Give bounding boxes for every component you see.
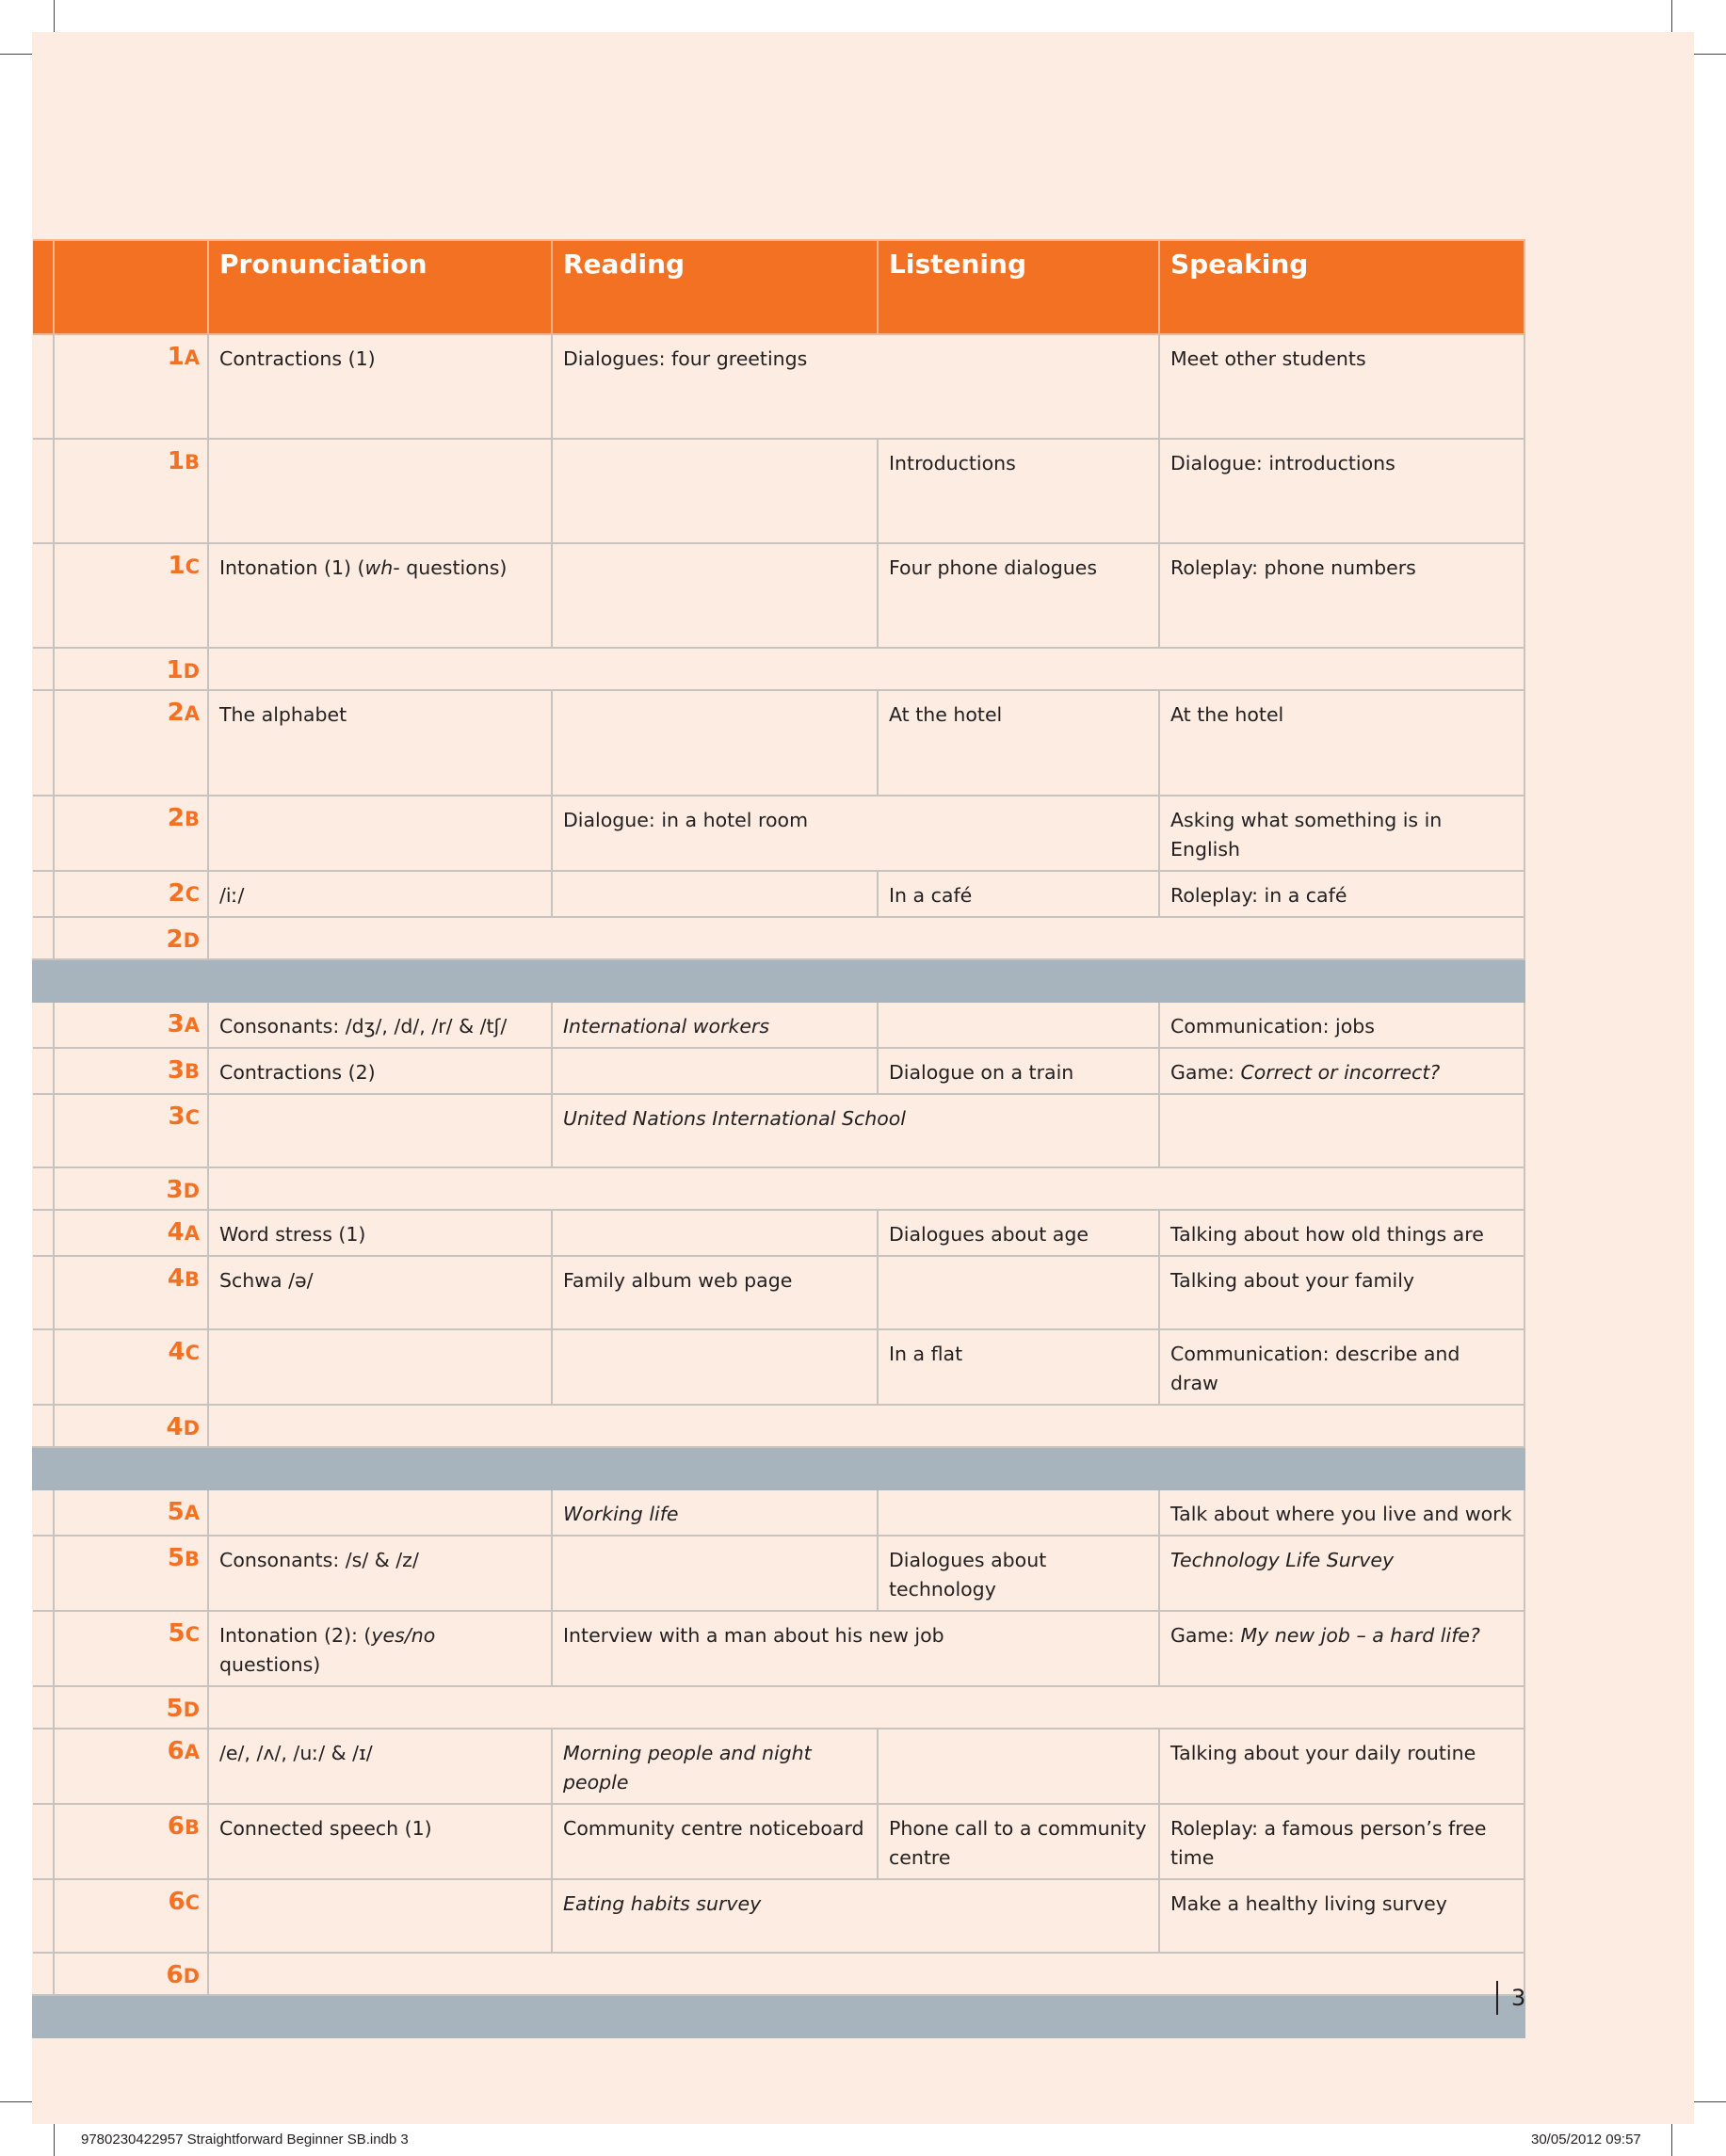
listening-cell: At the hotel (878, 690, 1159, 796)
table-row (33, 796, 1524, 871)
crop-mark (1694, 2101, 1726, 2102)
speaking-cell: Game: My new job – a hard life? (1159, 1611, 1524, 1686)
speaking-cell: Technology Life Survey (1159, 1536, 1524, 1611)
table-row (33, 1879, 1524, 1953)
table-row (33, 648, 1524, 690)
unit-code: 5B (54, 1536, 208, 1611)
pronunciation-cell: Consonants: /s/ & /z/ (208, 1536, 552, 1611)
pronunciation-cell: Word stress (1) (208, 1210, 552, 1256)
pronunciation-cell: Consonants: /dʒ/, /d/, /r/ & /tʃ/ (208, 1002, 552, 1048)
crop-mark (0, 2101, 32, 2102)
listening-cell (878, 1489, 1159, 1536)
pronunciation-cell: /e/, /ʌ/, /uː/ & /ɪ/ (208, 1729, 552, 1804)
crop-mark (1694, 54, 1726, 55)
unit-code: 3D (54, 1167, 208, 1210)
unit-code: 6B (54, 1804, 208, 1879)
header-listening: Listening (878, 240, 1159, 334)
listening-cell: Introductions (878, 439, 1159, 543)
reading-cell (552, 1536, 878, 1611)
header-edge (33, 240, 54, 334)
reading-cell: Working life (552, 1489, 878, 1536)
reading-cell: International workers (552, 1002, 878, 1048)
pronunciation-cell (208, 796, 552, 871)
listening-cell (878, 1002, 1159, 1048)
unit-code: 1D (54, 648, 208, 690)
table-row (33, 1489, 1524, 1536)
pronunciation-cell: Intonation (1) (wh- questions) (208, 543, 552, 648)
speaking-cell: Communication: describe and draw (1159, 1329, 1524, 1405)
reading-listening-cell: Dialogues: four greetings (552, 334, 1159, 439)
unit-code: 4A (54, 1210, 208, 1256)
table-row (33, 1210, 1524, 1256)
reading-cell (552, 690, 878, 796)
unit-code: 6D (54, 1953, 208, 1995)
pronunciation-cell: Intonation (2): (yes/no questions) (208, 1611, 552, 1686)
speaking-cell: Asking what something is in English (1159, 796, 1524, 871)
header-unit (54, 240, 208, 334)
speaking-cell: Talking about how old things are (1159, 1210, 1524, 1256)
reading-listening-cell: Dialogue: in a hotel room (552, 796, 1159, 871)
table-row (33, 1611, 1524, 1686)
crop-mark (0, 54, 32, 55)
review-band (33, 959, 1524, 1002)
pronunciation-cell (208, 1879, 552, 1953)
listening-cell: Phone call to a community centre (878, 1804, 1159, 1879)
unit-code: 1A (54, 334, 208, 439)
table-row (33, 690, 1524, 796)
table-row (33, 439, 1524, 543)
pronunciation-cell: /iː/ (208, 871, 552, 917)
unit-code: 1C (54, 543, 208, 648)
crop-mark (54, 2124, 55, 2156)
listening-cell (878, 1256, 1159, 1329)
review-band (33, 1995, 1524, 2037)
table-row (33, 1167, 1524, 1210)
speaking-cell: Talk about where you live and work (1159, 1489, 1524, 1536)
speaking-cell: Make a healthy living survey (1159, 1879, 1524, 1953)
speaking-cell: Talking about your daily routine (1159, 1729, 1524, 1804)
speaking-cell: Talking about your family (1159, 1256, 1524, 1329)
table-row (33, 1048, 1524, 1094)
speaking-cell: Meet other students (1159, 334, 1524, 439)
page-number: 3 (1496, 1981, 1525, 2015)
table-row (33, 1405, 1524, 1447)
speaking-cell: Communication: jobs (1159, 1002, 1524, 1048)
reading-cell: Morning people and night people (552, 1729, 878, 1804)
contents-table-wrap (32, 239, 1524, 2038)
unit-code: 1B (54, 439, 208, 543)
crop-mark (1671, 2124, 1672, 2156)
pronunciation-cell: The alphabet (208, 690, 552, 796)
crop-mark (1671, 0, 1672, 32)
table-row (33, 543, 1524, 648)
table-row (33, 1953, 1524, 1995)
table-row (33, 871, 1524, 917)
reading-cell (552, 1210, 878, 1256)
pronunciation-cell: Schwa /ə/ (208, 1256, 552, 1329)
unit-code: 3B (54, 1048, 208, 1094)
unit-code: 2C (54, 871, 208, 917)
speaking-cell: At the hotel (1159, 690, 1524, 796)
reading-cell (552, 1048, 878, 1094)
table-row (33, 1686, 1524, 1729)
unit-code: 6C (54, 1879, 208, 1953)
reading-cell (552, 871, 878, 917)
table-row (33, 917, 1524, 959)
listening-cell: Four phone dialogues (878, 543, 1159, 648)
speaking-cell: Roleplay: phone numbers (1159, 543, 1524, 648)
reading-listening-cell: United Nations International School (552, 1094, 1159, 1167)
pronunciation-cell: Contractions (1) (208, 334, 552, 439)
unit-code: 5C (54, 1611, 208, 1686)
speaking-cell: Roleplay: a famous person’s free time (1159, 1804, 1524, 1879)
unit-code: 5A (54, 1489, 208, 1536)
unit-code: 3C (54, 1094, 208, 1167)
pronunciation-cell (208, 1094, 552, 1167)
unit-code: 4B (54, 1256, 208, 1329)
listening-cell (878, 1729, 1159, 1804)
listening-cell: In a café (878, 871, 1159, 917)
unit-code: 5D (54, 1686, 208, 1729)
unit-code: 2D (54, 917, 208, 959)
table-row (33, 1729, 1524, 1804)
table-row (33, 334, 1524, 439)
reading-listening-cell: Eating habits survey (552, 1879, 1159, 1953)
footer-file-info: 9780230422957 Straightforward Beginner SB.indb 3 (81, 2132, 409, 2148)
reading-listening-cell: Interview with a man about his new job (552, 1611, 1159, 1686)
unit-code: 3A (54, 1002, 208, 1048)
crop-mark (54, 0, 55, 32)
pronunciation-cell (208, 1329, 552, 1405)
reading-cell (552, 543, 878, 648)
unit-code: 2B (54, 796, 208, 871)
footer-timestamp: 30/05/2012 09:57 (1531, 2132, 1641, 2148)
header-speaking: Speaking (1159, 240, 1524, 334)
header-reading: Reading (552, 240, 878, 334)
pronunciation-cell: Contractions (2) (208, 1048, 552, 1094)
listening-cell: Dialogue on a train (878, 1048, 1159, 1094)
unit-code: 6A (54, 1729, 208, 1804)
speaking-cell (1159, 1094, 1524, 1167)
header-pronunciation: Pronunciation (208, 240, 552, 334)
listening-cell: In a flat (878, 1329, 1159, 1405)
reading-cell: Family album web page (552, 1256, 878, 1329)
table-row (33, 1094, 1524, 1167)
pronunciation-cell (208, 439, 552, 543)
table-row (33, 1329, 1524, 1405)
reading-cell (552, 1329, 878, 1405)
speaking-cell: Roleplay: in a café (1159, 871, 1524, 917)
pronunciation-cell: Connected speech (1) (208, 1804, 552, 1879)
listening-cell: Dialogues about technology (878, 1536, 1159, 1611)
reading-cell (552, 439, 878, 543)
table-row (33, 1536, 1524, 1611)
unit-code: 4D (54, 1405, 208, 1447)
table-row (33, 1256, 1524, 1329)
speaking-cell: Dialogue: introductions (1159, 439, 1524, 543)
pronunciation-cell (208, 1489, 552, 1536)
table-row (33, 1804, 1524, 1879)
speaking-cell: Game: Correct or incorrect? (1159, 1048, 1524, 1094)
reading-cell: Community centre noticeboard (552, 1804, 878, 1879)
unit-code: 4C (54, 1329, 208, 1405)
table-header (33, 240, 1524, 334)
unit-code: 2A (54, 690, 208, 796)
listening-cell: Dialogues about age (878, 1210, 1159, 1256)
review-band (33, 1447, 1524, 1489)
table-row (33, 1002, 1524, 1048)
contents-table (32, 239, 1525, 2038)
